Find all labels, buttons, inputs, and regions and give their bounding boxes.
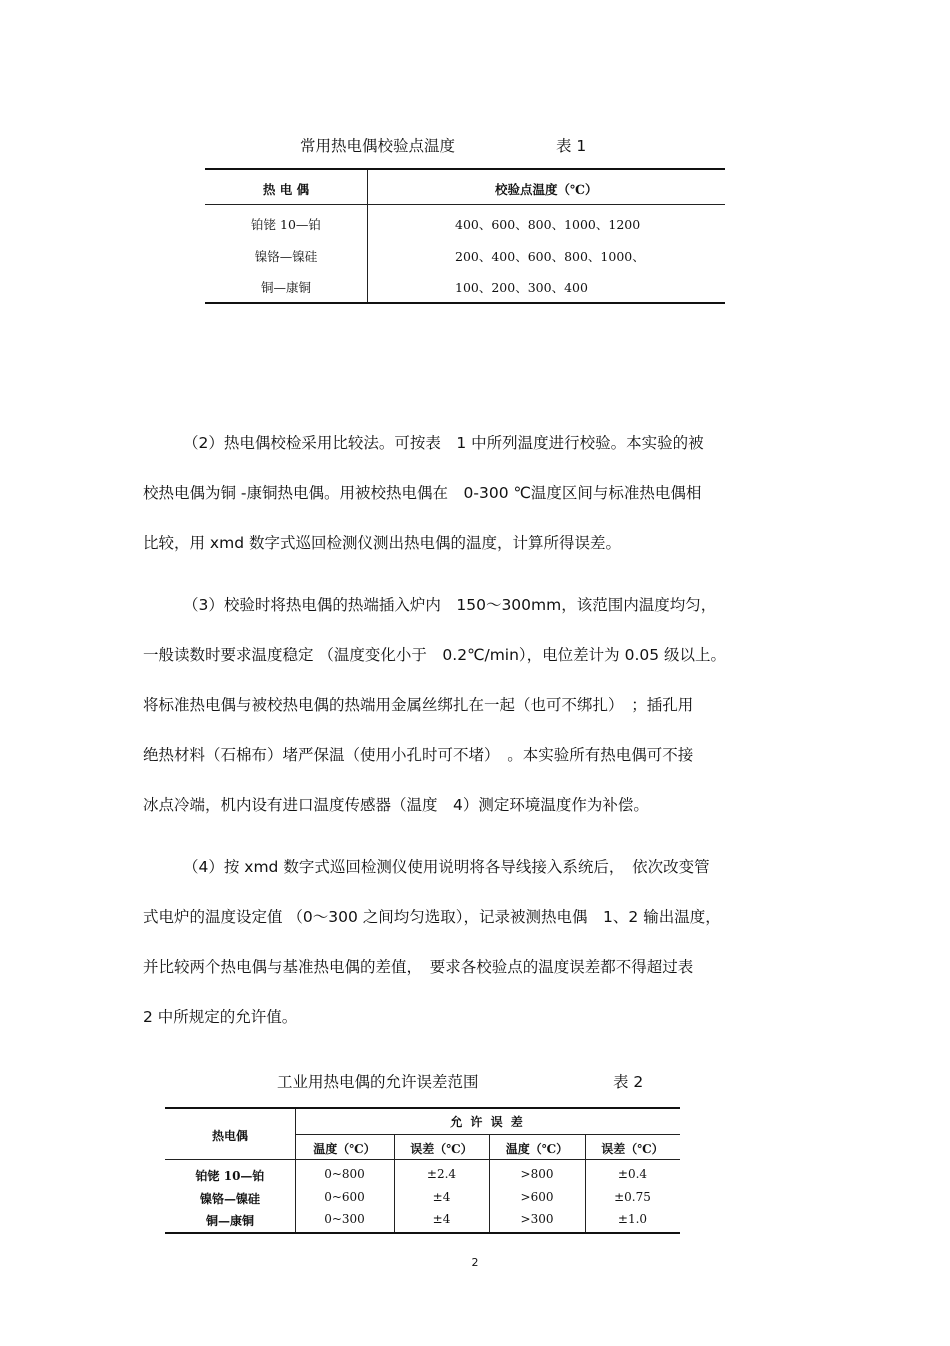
table1-caption (300, 134, 720, 156)
table2-cell: ±4 (432, 1212, 451, 1226)
table1 (205, 168, 725, 304)
table2-header-group: 允 许 误 差 (450, 1115, 525, 1129)
table2-cell: ±0.75 (614, 1190, 651, 1204)
paragraph-line: （3）校验时将热电偶的热端插入炉内 150～300mm，该范围内温度均匀， (183, 596, 717, 614)
table2-divider (295, 1134, 680, 1135)
table1-number: 表 1 (556, 137, 587, 155)
paragraph-line: 并比较两个热电偶与基准热电偶的差值， 要求各校验点的温度误差都不得超过表 (143, 958, 694, 976)
table2-caption-title: 工业用热电偶的允许误差范围 (277, 1073, 479, 1091)
table2 (165, 1107, 680, 1234)
table1-column-divider (367, 170, 368, 302)
paragraph-line: 一般读数时要求温度稳定 （温度变化小于 0.2℃/min），电位差计为 0.05 级以上。 (143, 646, 727, 664)
table1-caption-title: 常用热电偶校验点温度 (300, 137, 456, 155)
table2-cell: 0~800 (324, 1167, 365, 1181)
table2-subheader: 温度（℃） (313, 1142, 376, 1156)
table2-divider (165, 1159, 680, 1160)
table1-row1-type: 铂铑 10—铂 (251, 217, 321, 232)
table2-row1-type: 铂铑 10—铂 (195, 1169, 265, 1183)
paragraph-line: 将标准热电偶与被校热电偶的热端用金属丝绑扎在一起（也可不绑扎） ；插孔用 (143, 696, 694, 714)
table1-row3-points: 100、200、300、400 (455, 280, 588, 295)
table2-cell: >300 (520, 1212, 554, 1226)
table1-row3-type: 铜—康铜 (260, 280, 311, 295)
paragraph-line: 2 中所规定的允许值。 (143, 1008, 298, 1026)
paragraph-line: 校热电偶为铜 -康铜热电偶。用被校热电偶在 0-300 ℃温度区间与标准热电偶相 (143, 484, 702, 502)
table2-number: 表 2 (613, 1073, 644, 1091)
table2-cell: ±0.4 (617, 1167, 648, 1181)
table2-subheader: 误差（℃） (410, 1142, 473, 1156)
table1-row2-type: 镍铬—镍硅 (254, 249, 318, 264)
table1-row2-points: 200、400、600、800、1000、 (455, 249, 645, 264)
paragraph-line: （4）按 xmd 数字式巡回检测仪使用说明将各导线接入系统后， 依次改变管 (183, 858, 710, 876)
table2-subheader: 误差（℃） (601, 1142, 664, 1156)
table2-row2-type: 镍铬—镍硅 (199, 1192, 260, 1206)
table2-header-thermocouple: 热电偶 (211, 1129, 248, 1143)
table1-header-thermocouple: 热 电 偶 (262, 182, 310, 197)
table2-subheader: 温度（℃） (505, 1142, 569, 1156)
table2-caption (277, 1070, 677, 1092)
table1-header-divider (205, 204, 725, 205)
table2-cell: ±1.0 (617, 1212, 648, 1226)
paragraph-line: 比较，用 xmd 数字式巡回检测仪测出热电偶的温度，计算所得误差。 (143, 534, 621, 552)
table2-cell: 0~600 (324, 1190, 365, 1204)
paragraph-line: （2）热电偶校检采用比较法。可按表 1 中所列温度进行校验。本实验的被 (183, 434, 704, 452)
table2-cell: >800 (520, 1167, 554, 1181)
table2-cell: ±2.4 (426, 1167, 457, 1181)
table2-row3-type: 铜—康铜 (205, 1214, 254, 1228)
page-number: 2 (471, 1256, 479, 1269)
paragraph-line: 式电炉的温度设定值 （0～300 之间均匀选取），记录被测热电偶 1、2 输出温度， (143, 908, 721, 926)
table1-header-points: 校验点温度（℃） (495, 182, 598, 197)
table2-cell: >600 (520, 1190, 554, 1204)
table1-row1-points: 400、600、800、1000、1200 (455, 217, 641, 232)
table2-cell: 0~300 (324, 1212, 365, 1226)
paragraph-line: 绝热材料（石棉布）堵严保温（使用小孔时可不堵） 。本实验所有热电偶可不接 (143, 746, 694, 764)
table2-cell: ±4 (432, 1190, 451, 1204)
paragraph-line: 冰点冷端，机内设有进口温度传感器（温度 4）测定环境温度作为补偿。 (143, 796, 649, 814)
